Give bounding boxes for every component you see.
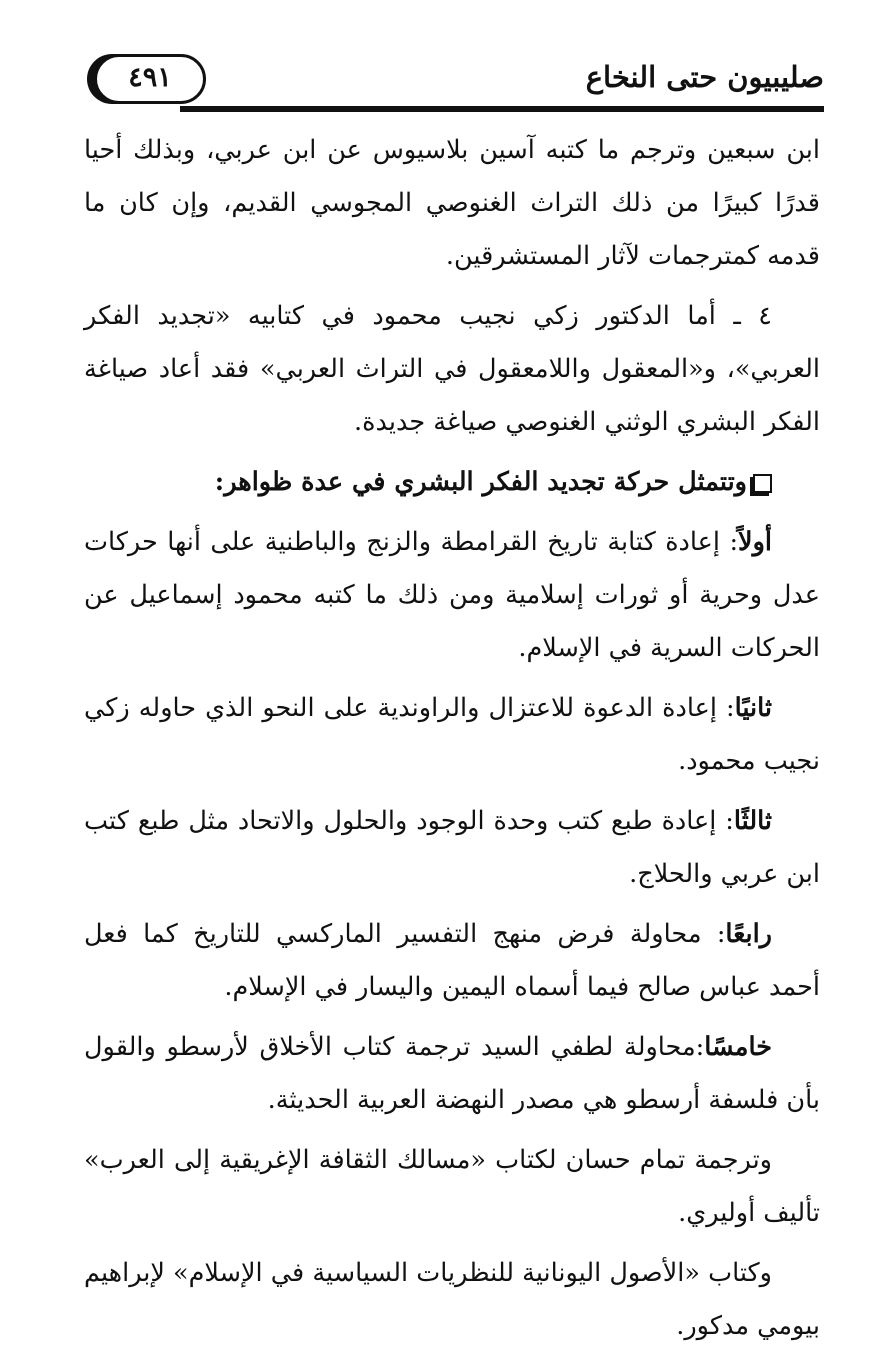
paragraph-fourth: [84, 908, 820, 1014]
text-fifth: :محاولة لطفي السيد ترجمة كتاب الأخلاق لأرسطو والقول بأن فلسفة أرسطو هي مصدر النهضة العربية الحديثة.: [84, 1032, 820, 1115]
text-first: : إعادة كتابة تاريخ القرامطة والزنج والباطنية على أنها حركات عدل وحرية أو ثورات إسلامية ومن ذلك ما كتبه محمود إسماعيل عن الحركات السرية في الإسلام.: [84, 527, 820, 663]
header-rule: [180, 106, 824, 112]
paragraph-third: [84, 795, 820, 901]
section-heading: [84, 456, 820, 509]
label-fourth: رابعًا: [725, 919, 772, 949]
text-third: : إعادة طبع كتب وحدة الوجود والحلول والاتحاد مثل طبع كتب ابن عربي والحلاج.: [84, 806, 820, 889]
paragraph-book: وكتاب «الأصول اليونانية للنظريات السياسية في الإسلام» لإبراهيم بيومي مدكور.: [84, 1258, 820, 1341]
paragraph-fifth: [84, 1021, 820, 1127]
paragraph-translation: وترجمة تمام حسان لكتاب «مسالك الثقافة الإغريقية إلى العرب» تأليف أوليري.: [84, 1145, 820, 1228]
page-number-badge: [94, 54, 206, 104]
paragraph-continuation: ابن سبعين وترجم ما كتبه آسين بلاسيوس عن ابن عربي، وبذلك أحيا قدرًا كبيرًا من ذلك التراث الغنوصي المجوسي القديم، وإن كان ما قدمه كمترجمات لآثار المستشرقين.: [84, 135, 820, 271]
paragraph-second: [84, 682, 820, 788]
section-heading-text: وتتمثل حركة تجديد الفكر البشري في عدة ظواهر:: [214, 467, 747, 497]
page-number: ٤٩١: [128, 62, 172, 93]
square-bullet-icon: [753, 474, 772, 493]
page-header: [84, 48, 824, 114]
paragraph-first: [84, 516, 820, 675]
text-second: : إعادة الدعوة للاعتزال والراوندية على النحو الذي حاوله زكي نجيب محمود.: [84, 693, 820, 776]
paragraph-point-4: ٤ ـ أما الدكتور زكي نجيب محمود في كتابيه «تجديد الفكر العربي»، و«المعقول واللامعقول في التراث العربي» فقد أعاد صياغة الفكر البشري الوثني الغنوصي صياغة جديدة.: [84, 301, 820, 437]
text-fourth: : محاولة فرض منهج التفسير الماركسي للتاريخ كما فعل أحمد عباس صالح فيما أسماه اليمين واليسار في الإسلام.: [84, 919, 820, 1002]
label-third: ثالثًا: [733, 806, 772, 836]
label-fifth: خامسًا: [704, 1032, 772, 1062]
label-first: أولاً: [738, 527, 772, 557]
page-body: [84, 124, 820, 1360]
label-second: ثانيًا: [734, 693, 772, 723]
running-title: صليبيون حتى النخاع: [585, 60, 824, 94]
